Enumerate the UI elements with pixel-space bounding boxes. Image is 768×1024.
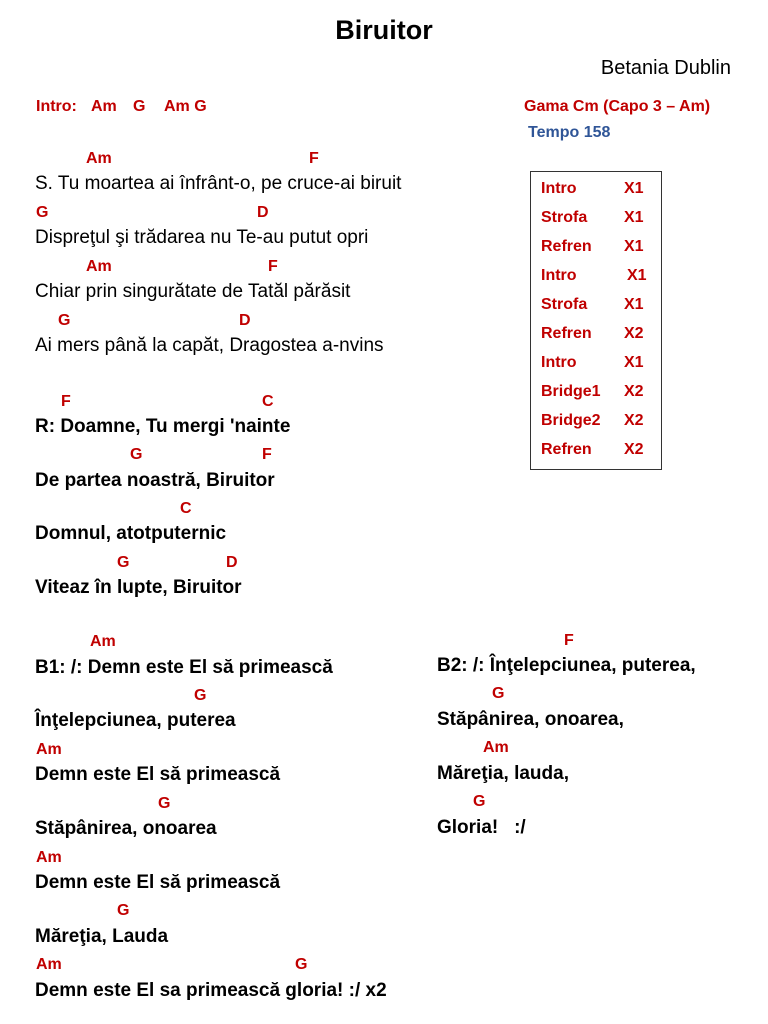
chord: G	[194, 687, 207, 704]
intro-chord: Am	[91, 98, 117, 115]
verse-lyric-line: Chiar prin singurătate de Tatăl părăsit	[35, 281, 351, 302]
intro-label: Intro:	[36, 98, 77, 115]
chord: Am	[483, 739, 509, 756]
structure-section: Intro	[541, 267, 577, 284]
chord: G	[473, 793, 486, 810]
structure-repeat: X1	[624, 354, 644, 371]
chord: D	[226, 554, 238, 571]
bridge1-lyric-line: Demn este El să primească	[35, 764, 281, 785]
bridge1-lyric-line: Demn este El sa primească gloria! :/ x2	[35, 980, 387, 1001]
structure-section: Refren	[541, 325, 592, 342]
author-name: Betania Dublin	[600, 57, 731, 79]
structure-section: Strofa	[541, 209, 588, 226]
structure-row	[541, 293, 659, 317]
chord: G	[295, 956, 308, 973]
chorus-lyric-line: Domnul, atotputernic	[35, 523, 227, 544]
chord: Am	[36, 849, 62, 866]
verse-lyric-line: S. Tu moartea ai înfrânt-o, pe cruce-ai biruit	[35, 173, 402, 194]
chord: Am	[86, 150, 112, 167]
chord: F	[268, 258, 278, 275]
structure-repeat: X2	[624, 412, 644, 429]
chord: D	[257, 204, 269, 221]
chord: G	[158, 795, 171, 812]
structure-section: Refren	[541, 238, 592, 255]
bridge2-lyric-line: Măreţia, lauda,	[437, 763, 569, 784]
tempo-info: Tempo 158	[528, 124, 611, 141]
chord: G	[492, 685, 505, 702]
structure-section: Intro	[541, 180, 577, 197]
bridge1-lyric-line: Măreţia, Lauda	[35, 926, 169, 947]
structure-repeat: X1	[624, 296, 644, 313]
structure-repeat: X2	[624, 383, 644, 400]
intro-chord: Am G	[164, 98, 207, 115]
chord: F	[61, 393, 71, 410]
song-structure-box	[530, 171, 662, 470]
chorus-lyric-line: R: Doamne, Tu mergi 'nainte	[35, 416, 291, 437]
structure-row	[541, 409, 659, 433]
chord: F	[309, 150, 319, 167]
structure-row	[541, 235, 659, 259]
structure-section: Refren	[541, 441, 592, 458]
chord: Am	[36, 741, 62, 758]
structure-row	[541, 438, 659, 462]
bridge1-lyric-line: Demn este El să primească	[35, 872, 281, 893]
chorus-lyric-line: Viteaz în lupte, Biruitor	[35, 577, 242, 598]
chorus-lyric-line: De partea noastră, Biruitor	[35, 470, 275, 491]
structure-section: Intro	[541, 354, 577, 371]
structure-repeat: X1	[624, 180, 644, 197]
chord: G	[58, 312, 71, 329]
chord: G	[130, 446, 143, 463]
bridge2-lyric-line: Gloria! :/	[437, 817, 526, 838]
chord: C	[262, 393, 274, 410]
structure-section: Bridge2	[541, 412, 601, 429]
chord: D	[239, 312, 251, 329]
structure-row	[541, 351, 659, 375]
bridge1-lyric-line: Stăpânirea, onoarea	[35, 818, 217, 839]
structure-row	[541, 264, 659, 288]
structure-repeat: X1	[624, 209, 644, 226]
structure-section: Strofa	[541, 296, 588, 313]
chord: Am	[90, 633, 116, 650]
verse-lyric-line: Dispreţul şi trădarea nu Te-au putut opri	[35, 227, 369, 248]
structure-row	[541, 177, 659, 201]
structure-repeat: X2	[624, 441, 644, 458]
structure-section: Bridge1	[541, 383, 601, 400]
structure-row	[541, 380, 659, 404]
bridge1-lyric-line: Înţelepciunea, puterea	[35, 710, 236, 731]
structure-repeat: X1	[627, 267, 647, 284]
structure-repeat: X2	[624, 325, 644, 342]
bridge1-lyric-line: B1: /: Demn este El să primească	[35, 657, 333, 678]
key-info: Gama Cm (Capo 3 – Am)	[524, 98, 711, 115]
chord: G	[117, 554, 130, 571]
chord: Am	[86, 258, 112, 275]
chord: Am	[36, 956, 62, 973]
intro-chord: G	[133, 98, 146, 115]
chord: F	[564, 632, 574, 649]
structure-row	[541, 322, 659, 346]
song-title: Biruitor	[335, 15, 433, 45]
chord: G	[36, 204, 49, 221]
chord: C	[180, 500, 192, 517]
structure-row	[541, 206, 659, 230]
chord: G	[117, 902, 130, 919]
chord: F	[262, 446, 272, 463]
structure-repeat: X1	[624, 238, 644, 255]
bridge2-lyric-line: Stăpânirea, onoarea,	[437, 709, 624, 730]
verse-lyric-line: Ai mers până la capăt, Dragostea a-nvins	[35, 335, 384, 356]
bridge2-lyric-line: B2: /: Înţelepciunea, puterea,	[437, 655, 696, 676]
